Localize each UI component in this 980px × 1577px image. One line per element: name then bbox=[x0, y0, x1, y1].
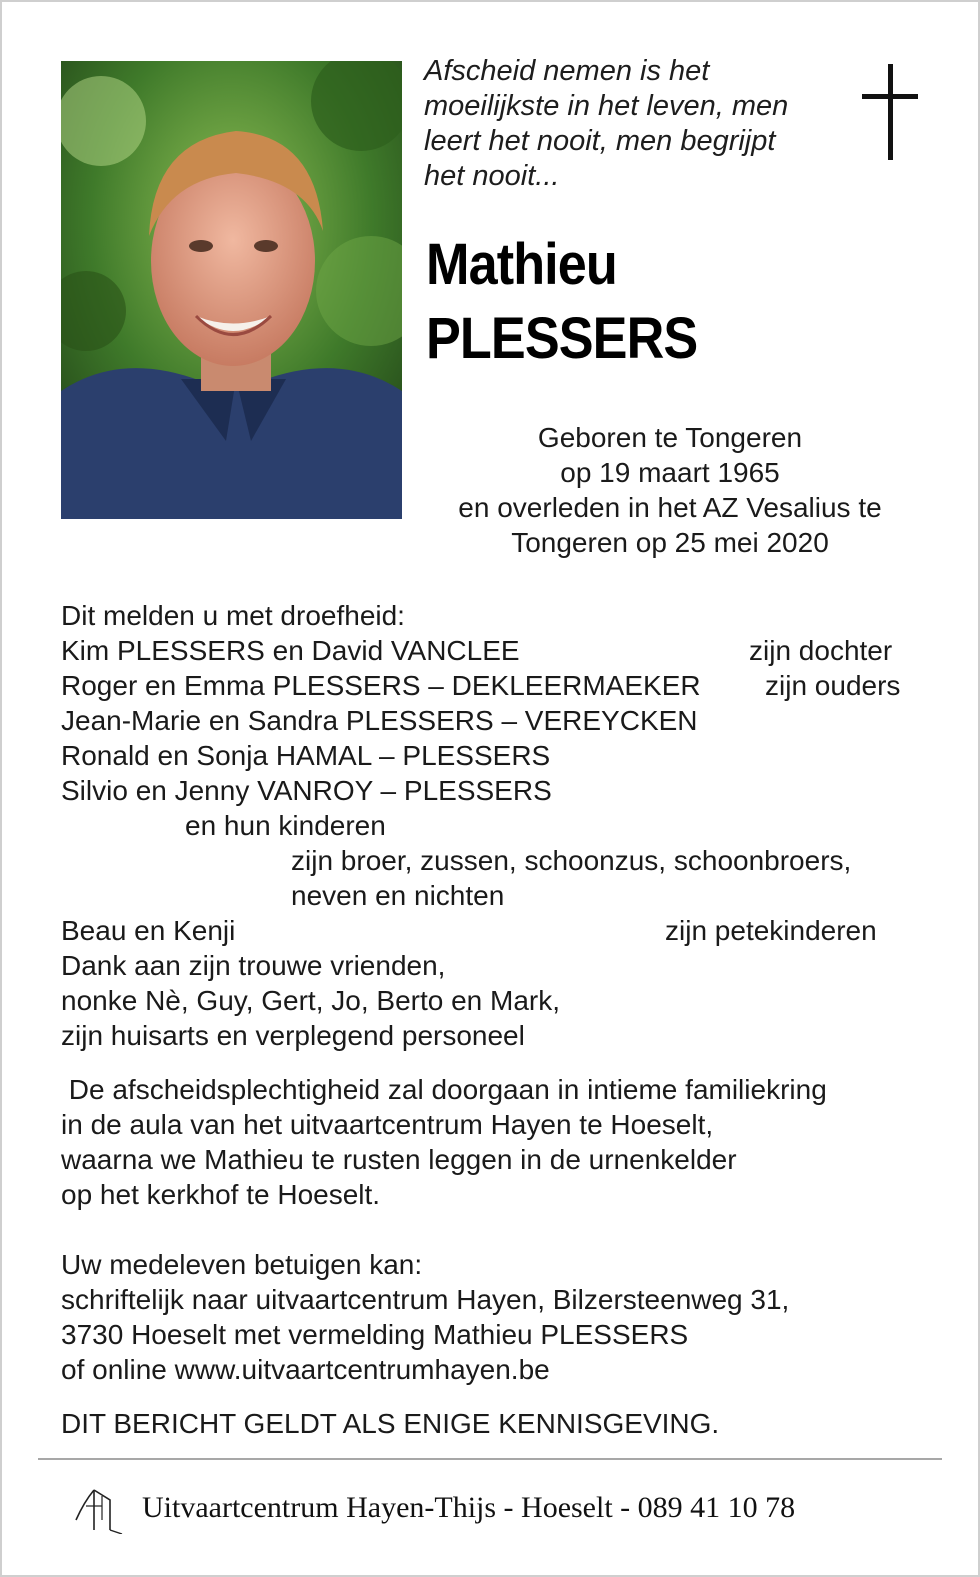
footer-divider bbox=[38, 1458, 942, 1460]
funeral-home-contact: Uitvaartcentrum Hayen-Thijs - Hoeselt - 089 41 10 78 bbox=[142, 1491, 796, 1524]
family-row bbox=[61, 703, 941, 738]
cross-icon bbox=[862, 64, 918, 160]
family-member: Jean-Marie en Sandra PLESSERS – VEREYCKEN bbox=[61, 705, 698, 736]
ceremony-line: in de aula van het uitvaartcentrum Hayen te Hoeselt, bbox=[61, 1109, 714, 1140]
dates-line: Geboren te Tongeren bbox=[537, 422, 803, 453]
thanks-line: nonke Nè, Guy, Gert, Jo, Berto en Mark, bbox=[61, 985, 561, 1016]
quote-line: moeilijkste in het leven, men bbox=[424, 90, 789, 122]
farewell-quote bbox=[424, 54, 844, 194]
dates-line: Tongeren op 25 mei 2020 bbox=[511, 527, 829, 558]
quote-line: het nooit... bbox=[424, 160, 560, 192]
condolences-website: of online www.uitvaartcentrumhayen.be bbox=[61, 1354, 550, 1385]
ceremony-line: De afscheidsplechtigheid zal doorgaan in intieme familiekring bbox=[61, 1074, 827, 1105]
family-row bbox=[61, 668, 941, 703]
ceremony-line: op het kerkhof te Hoeselt. bbox=[61, 1179, 381, 1210]
quote-line: leert het nooit, men begrijpt bbox=[424, 125, 776, 157]
family-children: en hun kinderen bbox=[185, 810, 386, 841]
family-relation: zijn ouders bbox=[765, 670, 901, 701]
godchildren-relation: zijn petekinderen bbox=[665, 915, 877, 946]
family-row bbox=[61, 738, 941, 773]
ceremony-line: waarna we Mathieu te rusten leggen in de urnenkelder bbox=[61, 1144, 737, 1175]
condolences-info bbox=[61, 1247, 941, 1387]
family-member: Silvio en Jenny VANROY – PLESSERS bbox=[61, 775, 552, 806]
first-name: Mathieu bbox=[426, 232, 617, 297]
family-member: Roger en Emma PLESSERS – DEKLEERMAEKER bbox=[61, 670, 701, 701]
family-relations: zijn broer, zussen, schoonzus, schoonbroers, bbox=[291, 845, 852, 876]
family-relation: zijn dochter bbox=[749, 635, 893, 666]
family-row bbox=[61, 633, 941, 668]
condolences-line: Uw medeleven betuigen kan: bbox=[61, 1249, 423, 1280]
portrait-photo bbox=[61, 61, 402, 519]
family-row bbox=[61, 773, 941, 808]
dates-line: op 19 maart 1965 bbox=[560, 457, 780, 488]
family-relations: neven en nichten bbox=[291, 880, 505, 911]
birth-death-info bbox=[422, 420, 918, 560]
last-name: PLESSERS bbox=[426, 306, 698, 371]
ceremony-info bbox=[61, 1072, 941, 1212]
notice bbox=[61, 1406, 941, 1441]
family-member: Ronald en Sonja HAMAL – PLESSERS bbox=[61, 740, 551, 771]
thanks-line: zijn huisarts en verplegend personeel bbox=[61, 1020, 525, 1051]
funeral-home-logo-icon bbox=[72, 1480, 126, 1534]
godchildren-names: Beau en Kenji bbox=[61, 915, 236, 946]
notice-text: DIT BERICHT GELDT ALS ENIGE KENNISGEVING. bbox=[61, 1408, 720, 1439]
portrait-illustration bbox=[61, 61, 402, 519]
godchildren-row bbox=[61, 913, 941, 948]
footer bbox=[72, 1476, 952, 1536]
condolences-line: 3730 Hoeselt met vermelding Mathieu PLESSERS bbox=[61, 1319, 689, 1350]
family-announcement bbox=[61, 598, 941, 1053]
quote-line: Afscheid nemen is het bbox=[424, 55, 710, 87]
thanks-line: Dank aan zijn trouwe vrienden, bbox=[61, 950, 446, 981]
condolences-line: schriftelijk naar uitvaartcentrum Hayen, Bilzersteenweg 31, bbox=[61, 1284, 790, 1315]
family-member: Kim PLESSERS en David VANCLEE bbox=[61, 635, 520, 666]
family-intro: Dit melden u met droefheid: bbox=[61, 600, 405, 631]
deceased-name bbox=[426, 228, 894, 376]
dates-line: en overleden in het AZ Vesalius te bbox=[458, 492, 882, 523]
